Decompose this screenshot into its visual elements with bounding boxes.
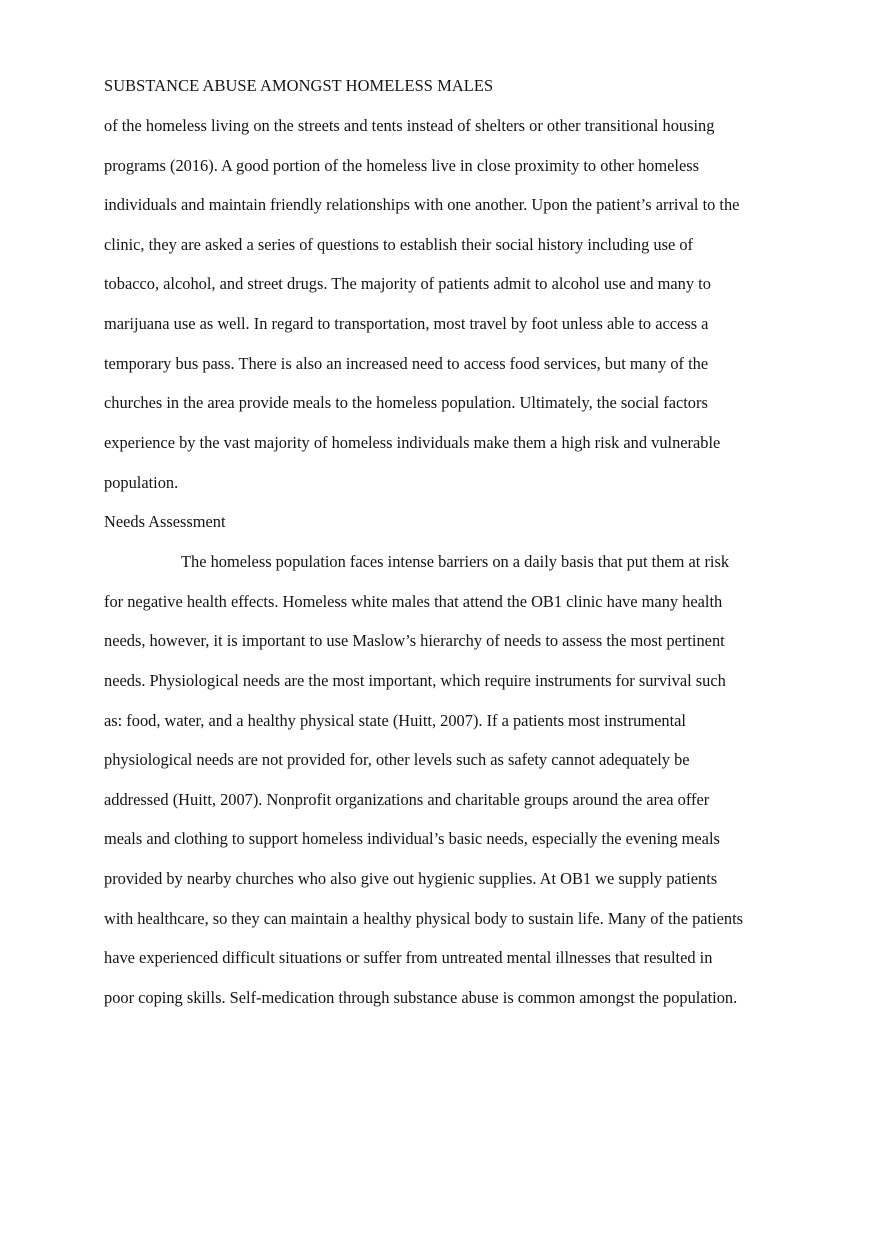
body-line: clinic, they are asked a series of questions to establish their social history including use of — [104, 235, 694, 254]
section-heading: Needs Assessment — [104, 512, 226, 531]
body-line: needs, however, it is important to use Maslow’s hierarchy of needs to assess the most pertinent — [104, 631, 725, 650]
body-line: have experienced difficult situations or suffer from untreated mental illnesses that resulted in — [104, 948, 713, 967]
body-line: The homeless population faces intense barriers on a daily basis that put them at risk — [181, 552, 730, 571]
body-line: as: food, water, and a healthy physical state (Huitt, 2007). If a patients most instrumental — [104, 711, 686, 730]
body-line: experience by the vast majority of homeless individuals make them a high risk and vulnerable — [104, 433, 721, 452]
body-line: with healthcare, so they can maintain a healthy physical body to sustain life. Many of the patients — [104, 909, 744, 928]
body-line: provided by nearby churches who also give out hygienic supplies. At OB1 we supply patients — [104, 869, 718, 888]
body-line: population. — [104, 473, 179, 492]
body-line: physiological needs are not provided for, other levels such as safety cannot adequately be — [104, 750, 690, 769]
body-line: programs (2016). A good portion of the homeless live in close proximity to other homeless — [104, 156, 699, 175]
body-line: for negative health effects. Homeless white males that attend the OB1 clinic have many health — [104, 592, 723, 611]
body-line: of the homeless living on the streets and tents instead of shelters or other transitional housing — [104, 116, 715, 135]
body-line: marijuana use as well. In regard to transportation, most travel by foot unless able to access a — [104, 314, 709, 333]
body-line: addressed (Huitt, 2007). Nonprofit organizations and charitable groups around the area offer — [104, 790, 710, 809]
body-line: churches in the area provide meals to the homeless population. Ultimately, the social factors — [104, 393, 708, 412]
body-line: individuals and maintain friendly relationships with one another. Upon the patient’s arrival to the — [104, 195, 740, 214]
body-line: needs. Physiological needs are the most important, which require instruments for survival such — [104, 671, 726, 690]
body-line: tobacco, alcohol, and street drugs. The majority of patients admit to alcohol use and many to — [104, 274, 711, 293]
body-line: poor coping skills. Self-medication through substance abuse is common amongst the population. — [104, 988, 738, 1007]
body-line: temporary bus pass. There is also an increased need to access food services, but many of the — [104, 354, 709, 373]
body-line: meals and clothing to support homeless individual’s basic needs, especially the evening meals — [104, 829, 720, 848]
running-head: SUBSTANCE ABUSE AMONGST HOMELESS MALES — [104, 76, 494, 95]
